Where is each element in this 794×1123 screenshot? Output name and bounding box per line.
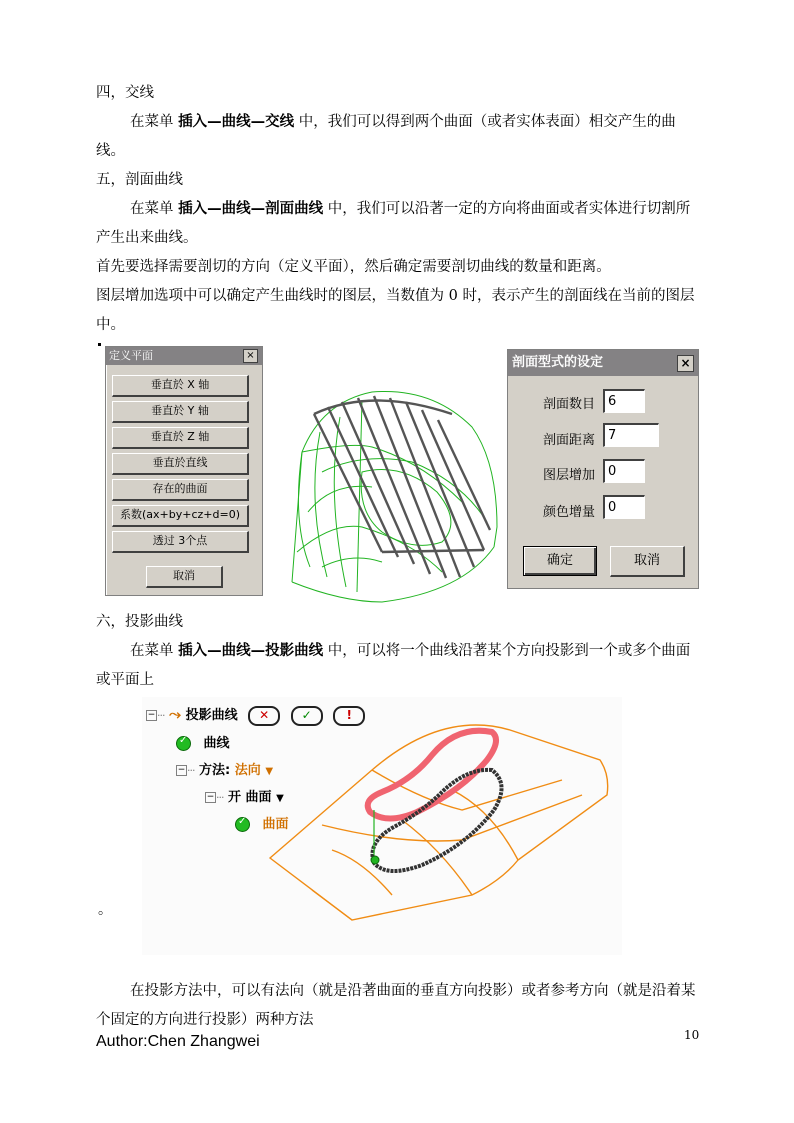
projection-surface-figure [262,700,618,940]
tree-root-label: 投影曲线 [185,708,238,723]
section-count-input[interactable]: 6 [603,389,645,413]
text-prefix: 在菜单 [130,114,179,130]
heading-intersection: 四，交线 [96,85,154,101]
cancel-button[interactable]: 取消 [146,566,223,588]
period-mark: 。 [98,902,112,918]
check-circle-icon [235,817,250,832]
info-icon[interactable]: ! [333,706,365,726]
page-number: 10 [684,1028,700,1042]
method-label: 方法: [199,763,231,778]
tree-connector: ··· [157,709,165,722]
projection-curve-icon: ⤳ [169,705,182,723]
define-plane-title: 定义平面 [109,349,153,362]
tree-connector: ··· [216,791,224,804]
para-projection-methods: 在投影方法中，可以有法向（就是沿著曲面的垂直方向投影）或者参考方向（就是沿着某个固定的方向进行投影）两种方法 [96,983,696,1028]
menu-path-section: 插入—曲线—剖面曲线 [178,201,324,217]
section-lines [314,396,490,578]
perpendicular-x-button[interactable]: 垂直於 X 轴 [112,375,249,397]
tree-curve-label: 曲线 [203,736,230,751]
para-projection-curve [96,637,700,695]
define-plane-dialog [105,346,263,596]
heading-section-curve: 五，剖面曲线 [96,172,183,188]
menu-path-projection: 插入—曲线—投影曲线 [178,643,324,659]
text-prefix: 在菜单 [130,643,179,659]
text-suffix: 中，我们可以得到两个曲面（或者实体表面）相交产生的曲线。 [96,114,676,159]
confirm-icon[interactable]: ✓ [291,706,323,726]
close-icon[interactable]: × [677,355,694,372]
three-points-button[interactable]: 透过 3个点 [112,531,249,553]
close-icon[interactable]: × [243,349,258,363]
cancel-icon[interactable]: ✕ [248,706,280,726]
bullet-mark [98,343,101,346]
para-section-direction: 首先要选择需要剖切的方向（定义平面），然后确定需要剖切曲线的数量和距离。 [96,259,611,275]
cancel-button[interactable]: 取消 [610,546,685,577]
section-settings-dialog [507,349,699,589]
tree-connector: ··· [187,764,195,777]
text-prefix: 在菜单 [130,201,179,217]
section-wireframe-figure [262,352,498,614]
layer-increment-label: 图层增加 [543,468,596,483]
check-circle-icon [176,736,191,751]
layer-increment-input[interactable]: 0 [603,459,645,483]
existing-surface-button[interactable]: 存在的曲面 [112,479,249,501]
curves [368,731,502,871]
collapse-icon[interactable]: − [177,765,186,775]
section-settings-title: 剖面型式的设定 [512,355,604,370]
tree-surface-row[interactable] [235,813,289,832]
ok-button[interactable]: 确定 [523,546,597,576]
tree-method-row[interactable] [176,759,273,778]
text-suffix: 中，可以将一个曲线沿著某个方向投影到一个或多个曲面或平面上 [96,643,691,688]
coefficient-button[interactable]: 系数(ax+by+cz+d=0) [112,505,249,527]
perpendicular-y-button[interactable]: 垂直於 Y 轴 [112,401,249,423]
author-footer: Author:Chen Zhangwei [96,1033,260,1050]
para-section-layer: 图层增加选项中可以确定产生曲线时的图层，当数值为 0 时，表示产生的剖面线在当前的图层中。 [96,288,695,333]
para-section-curve [96,195,700,253]
chevron-down-icon[interactable]: ▼ [276,793,284,804]
section-settings-titlebar [508,350,698,376]
tree-surface-label: 曲面 [262,817,289,832]
color-increment-label: 颜色增量 [543,505,596,520]
section-distance-input[interactable]: 7 [603,423,659,447]
perpendicular-z-button[interactable]: 垂直於 Z 轴 [112,427,249,449]
orange-surface [270,725,608,920]
collapse-icon[interactable]: − [206,792,215,802]
wireframe-solid [292,391,497,602]
perpendicular-line-button[interactable]: 垂直於直线 [112,453,249,475]
text-suffix: 中，我们可以沿著一定的方向将曲面或者实体进行切割所产生出来曲线。 [96,201,691,246]
color-increment-input[interactable]: 0 [603,495,645,519]
heading-projection-curve: 六，投影曲线 [96,614,183,630]
section-count-label: 剖面数目 [543,397,596,412]
chevron-down-icon[interactable]: ▼ [265,766,274,777]
tree-curve-row[interactable] [176,732,230,751]
tree-root-row[interactable] [146,704,365,726]
collapse-icon[interactable]: − [147,710,156,720]
surface-mode-label: 开 曲面 [228,790,272,805]
section-distance-label: 剖面距离 [543,433,596,448]
define-plane-titlebar [106,347,262,365]
tree-surface-mode-row[interactable] [205,786,284,805]
para-intersection [96,108,700,166]
method-value[interactable]: 法向 [234,763,261,778]
menu-path-intersection: 插入—曲线—交线 [178,114,295,130]
